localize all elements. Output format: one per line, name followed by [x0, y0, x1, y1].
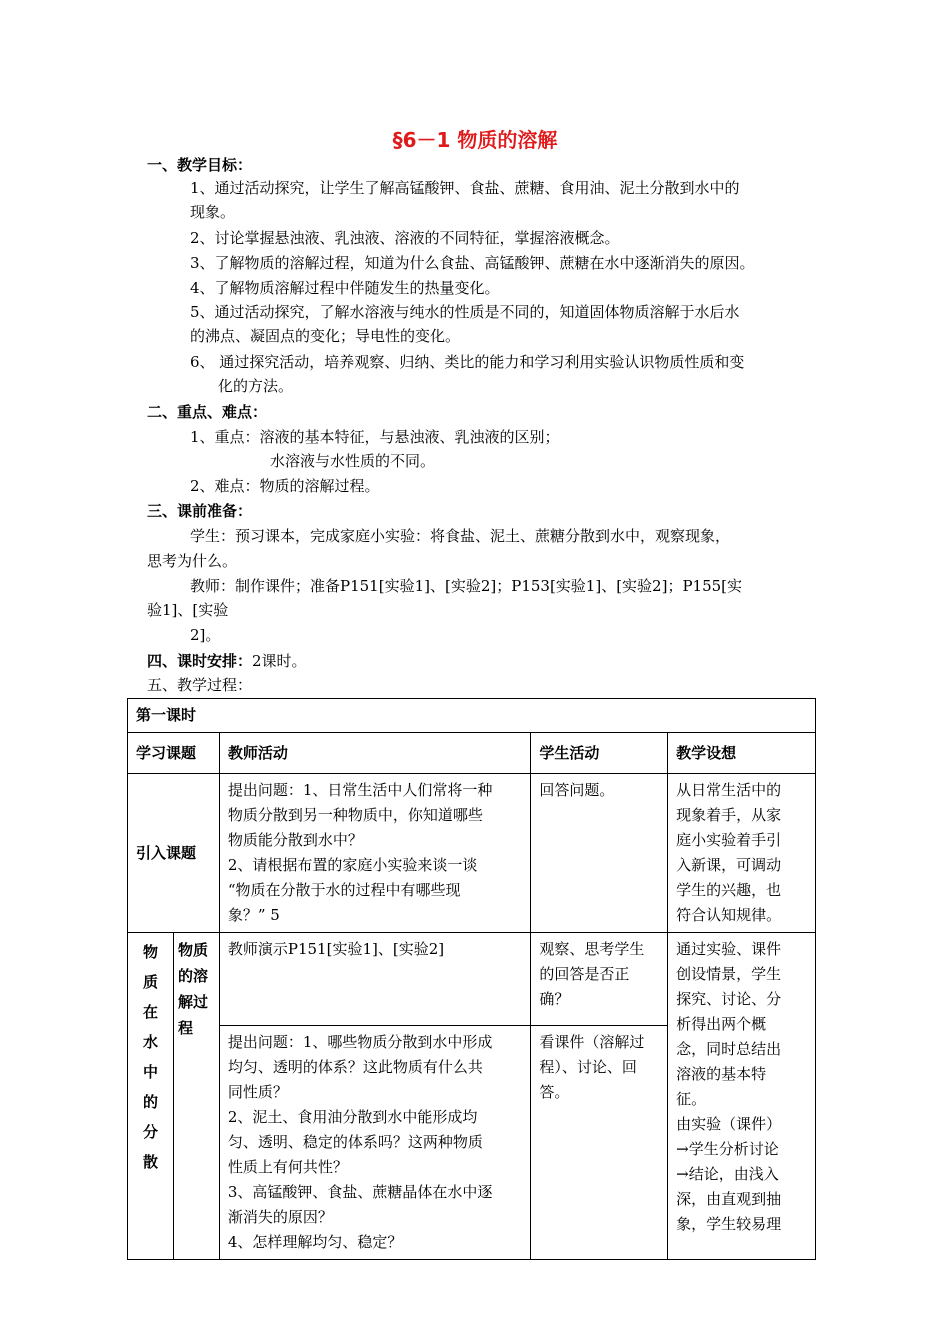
goal-line: 的沸点、凝固点的变化；导电性的变化。: [190, 327, 461, 345]
goal-line: 化的方法。: [218, 377, 294, 395]
section-heading-keypoints: 二、重点、难点：: [147, 403, 268, 421]
lesson-label: 第一课时: [128, 699, 816, 733]
keypoint-line: 2、难点：物质的溶解过程。: [190, 477, 380, 495]
page-title: §6－1 物质的溶解: [392, 128, 558, 152]
cell-line: 2、请根据布置的家庭小实验来谈一谈: [227, 856, 478, 874]
preparation-line: 验1]、[实验: [147, 601, 229, 619]
goal-line: 5、通过活动探究，了解水溶液与纯水的性质是不同的，知道固体物质溶解于水后水: [190, 303, 740, 321]
cell-line: 征。: [676, 1090, 707, 1108]
table-row: [128, 933, 816, 1026]
cell-line: 通过实验、课件: [676, 940, 782, 958]
cell-line: 物质: [177, 941, 208, 959]
cell-line: 确？: [539, 990, 570, 1008]
cell-line: 从日常生活中的: [676, 781, 782, 799]
cell-line: 提出问题：1、哪些物质分散到水中形成: [227, 1033, 493, 1051]
section-heading-schedule: 四、课时安排：: [147, 652, 253, 670]
cell-line: 的回答是否正: [539, 965, 630, 983]
table-row-lesson: [128, 699, 816, 733]
cell-line: 性质上有何共性？: [227, 1158, 348, 1176]
cell-line: 探究、讨论、分: [676, 990, 782, 1008]
teacher-demo-cell: 教师演示P151[实验1]、[实验2]: [219, 933, 530, 1026]
header-topic: 学习课题: [128, 733, 220, 774]
cell-line: 物质分散到另一种物质中，你知道哪些: [227, 806, 483, 824]
lesson-table: [127, 698, 816, 1260]
section-heading-preparation: 三、课前准备：: [147, 502, 253, 520]
keypoint-line: 1、重点：溶液的基本特征，与悬浊液、乳浊液的区别；: [190, 428, 560, 446]
header-teacher: 教师活动: [219, 733, 530, 774]
table-row: [128, 774, 816, 933]
topic-main-vertical: 物质在水中的分散: [142, 943, 158, 1171]
cell-line: 程）、讨论、回: [539, 1058, 637, 1076]
preparation-line: 思考为什么。: [147, 552, 238, 570]
cell-line: 现象着手，从家: [676, 806, 782, 824]
goal-line: 6、 通过探究活动，培养观察、归纳、类比的能力和学习利用实验认识物质性质和变: [190, 353, 745, 371]
cell-line: 提出问题：1、日常生活中人们常将一种: [227, 781, 493, 799]
section-heading-process: 五、教学过程：: [147, 676, 253, 694]
cell-line: 象，学生较易理: [676, 1215, 782, 1233]
topic-main-cell: [128, 933, 174, 1260]
cell-line: 4、怎样理解均匀、稳定？: [227, 1233, 403, 1251]
topic-intro: 引入课题: [128, 774, 220, 933]
cell-line: 象？” 5: [227, 906, 280, 924]
preparation-line: 教师：制作课件；准备P151[实验1]、[实验2]；P153[实验1]、[实验2]；P155[实: [190, 577, 743, 595]
cell-line: 的溶: [177, 967, 208, 985]
cell-line: “物质在分散于水的过程中有哪些现: [227, 881, 461, 899]
cell-line: 答。: [539, 1083, 570, 1101]
cell-line: 学生的兴趣，也: [676, 881, 782, 899]
preparation-line: 2]。: [190, 626, 221, 644]
cell-line: 渐消失的原因？: [227, 1208, 333, 1226]
student-activity-cell: [531, 1026, 668, 1260]
cell-line: 庭小实验着手引: [676, 831, 782, 849]
topic-sub-cell: [173, 933, 219, 1260]
design-cell: [668, 774, 816, 933]
student-activity-cell: 回答问题。: [531, 774, 668, 933]
design-cell: [668, 933, 816, 1260]
section-heading-goals: 一、教学目标：: [147, 156, 253, 174]
goal-line: 2、讨论掌握悬浊液、乳浊液、溶液的不同特征，掌握溶液概念。: [190, 229, 620, 247]
cell-line: 创设情景，学生: [676, 965, 782, 983]
header-student: 学生活动: [531, 733, 668, 774]
cell-line: 程: [177, 1019, 193, 1037]
cell-line: 均匀、透明的体系？这此物质有什么共: [227, 1058, 483, 1076]
goal-line: 1、通过活动探究，让学生了解高锰酸钾、食盐、蔗糖、食用油、泥土分散到水中的: [190, 179, 740, 197]
cell-line: →结论，由浅入: [676, 1165, 779, 1183]
cell-line: →学生分析讨论: [676, 1140, 779, 1158]
cell-line: 溶液的基本特: [676, 1065, 767, 1083]
cell-line: 解过: [177, 993, 208, 1011]
cell-line: 深，由直观到抽: [676, 1190, 782, 1208]
goal-line: 4、了解物质溶解过程中伴随发生的热量变化。: [190, 279, 500, 297]
student-observe-cell: [531, 933, 668, 1026]
cell-line: 观察、思考学生: [539, 940, 645, 958]
goal-line: 现象。: [190, 203, 236, 221]
cell-line: 符合认知规律。: [676, 906, 782, 924]
cell-line: 匀、透明、稳定的体系吗？这两种物质: [227, 1133, 483, 1151]
keypoint-line: 水溶液与水性质的不同。: [270, 452, 436, 470]
schedule-line: [147, 649, 307, 673]
preparation-line: 学生：预习课本，完成家庭小实验：将食盐、泥土、蔗糖分散到水中，观察现象，: [190, 527, 731, 545]
cell-line: 念，同时总结出: [676, 1040, 782, 1058]
cell-line: 物质能分散到水中？: [227, 831, 363, 849]
header-design: 教学设想: [668, 733, 816, 774]
teacher-activity-cell: [219, 774, 530, 933]
cell-line: 由实验（课件）: [676, 1115, 782, 1133]
cell-line: 2、泥土、食用油分散到水中能形成均: [227, 1108, 478, 1126]
cell-line: 入新课，可调动: [676, 856, 782, 874]
schedule-text: 2课时。: [252, 652, 307, 670]
cell-line: 看课件（溶解过: [539, 1033, 645, 1051]
teacher-activity-cell: [219, 1026, 530, 1260]
cell-line: 3、高锰酸钾、食盐、蔗糖晶体在水中逐: [227, 1183, 493, 1201]
cell-line: 同性质？: [227, 1083, 288, 1101]
table-header-row: [128, 733, 816, 774]
goal-line: 3、了解物质的溶解过程，知道为什么食盐、高锰酸钾、蔗糖在水中逐渐消失的原因。: [190, 254, 755, 272]
cell-line: 析得出两个概: [676, 1015, 767, 1033]
